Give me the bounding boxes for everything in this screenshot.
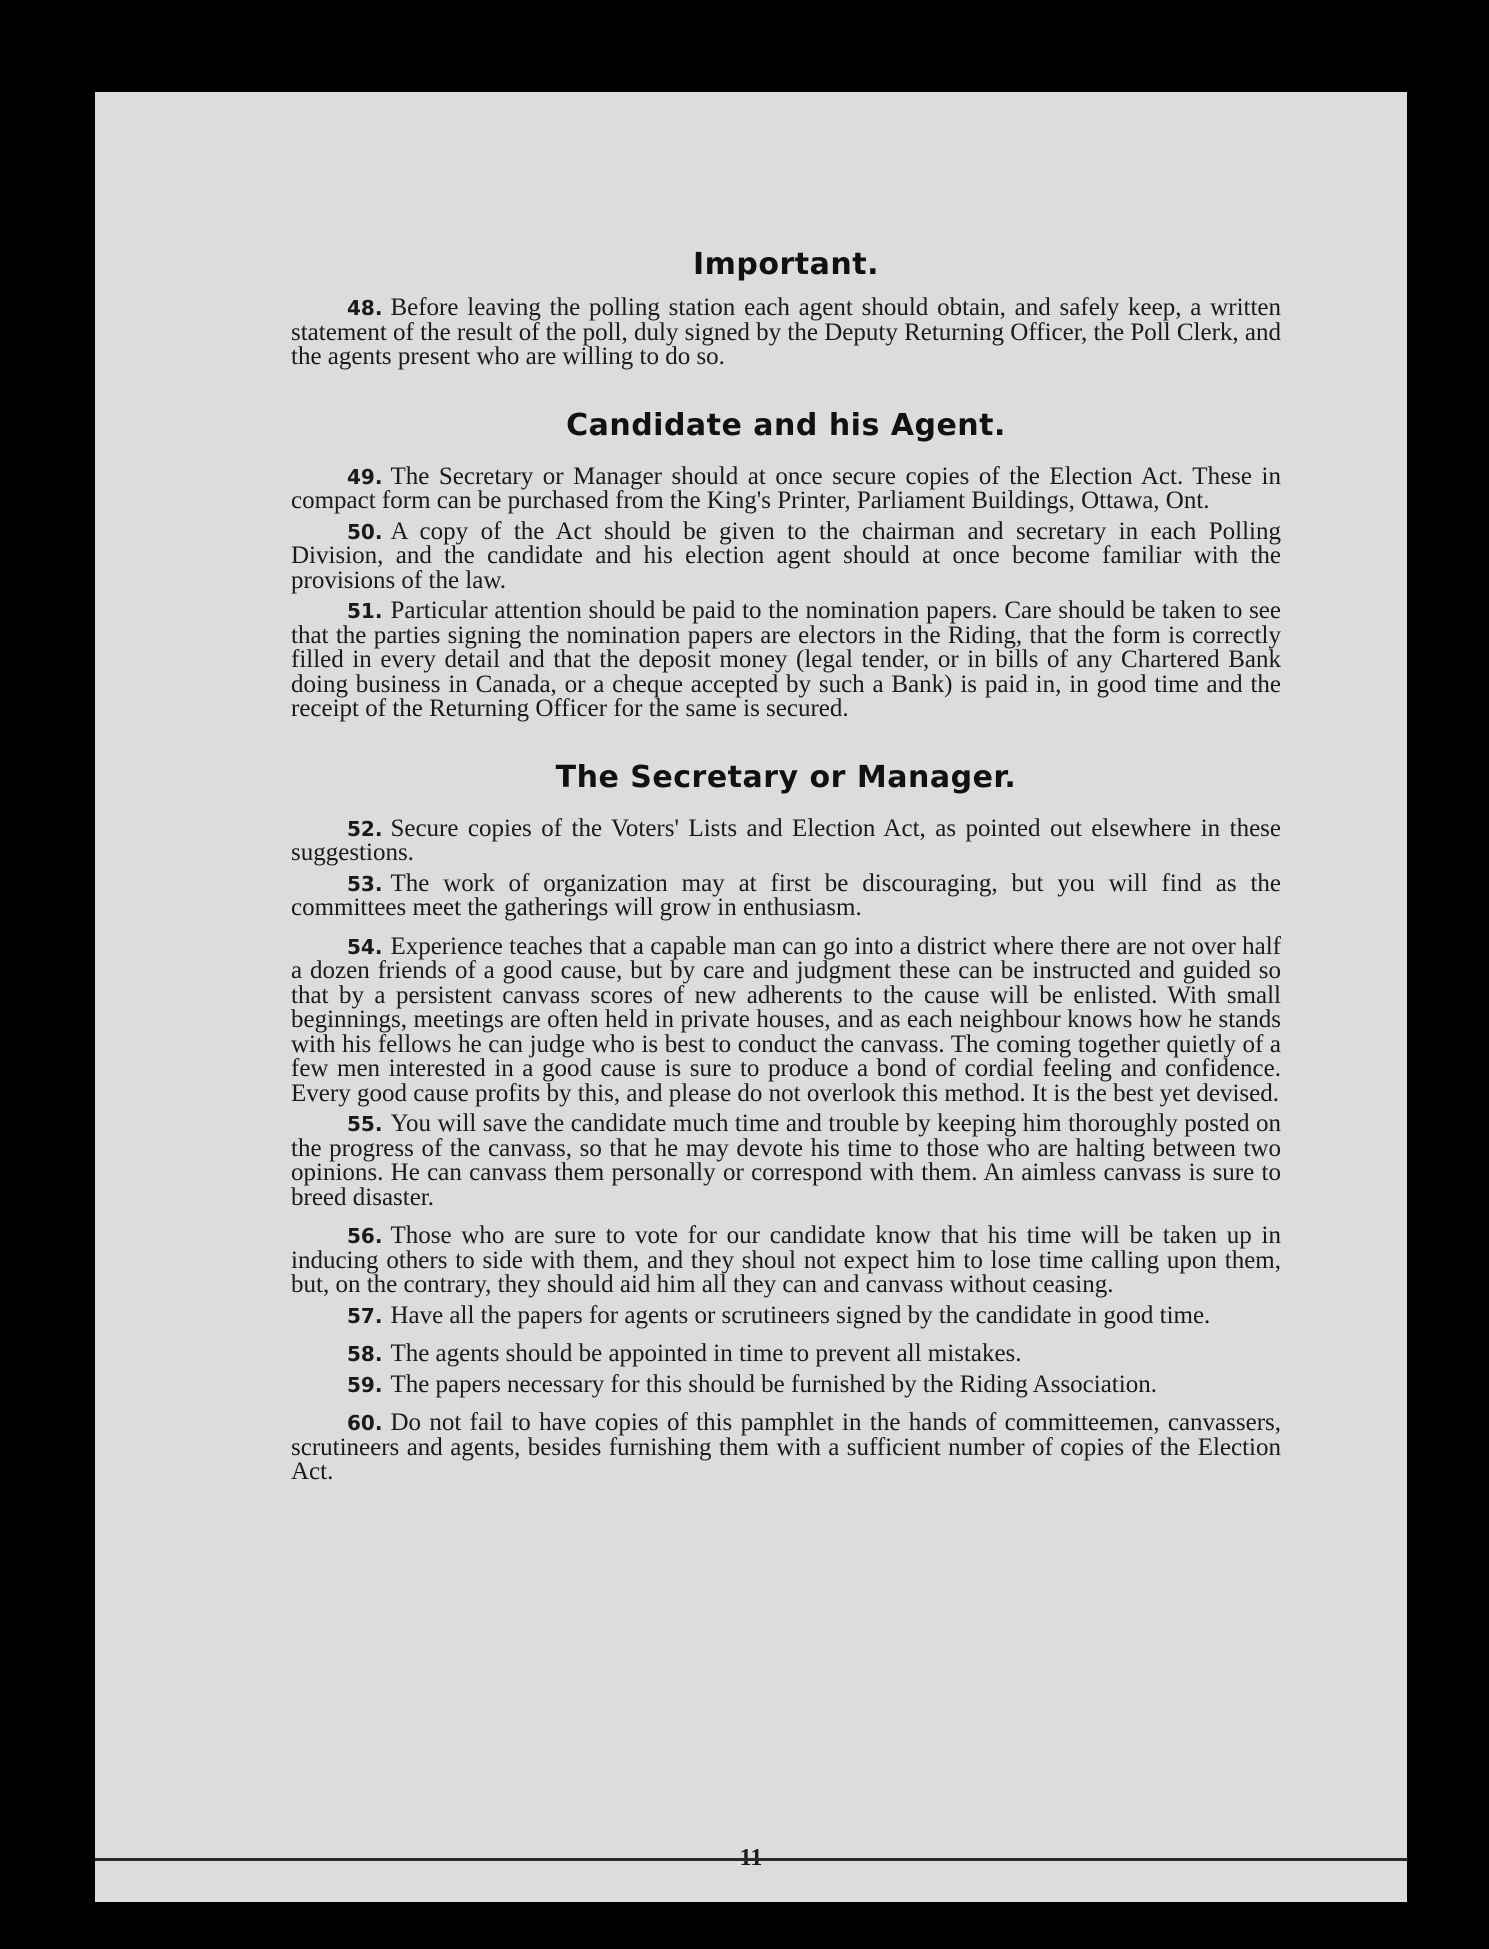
- paragraph-number: 52.: [347, 816, 383, 841]
- paragraph-58: [291, 1342, 1281, 1367]
- page-bottom-edge: [95, 1858, 1407, 1861]
- paragraph-text: The agents should be appointed in time to prevent all mistakes.: [390, 1340, 1022, 1367]
- heading-candidate-and-agent: Candidate and his Agent.: [566, 407, 1006, 443]
- paragraph-text: Experience teaches that a capable man can go into a district where there are not over half a dozen friends of a good cause, but by care and judgment these can be instructed and guided so that by a persistent canvass scores of new adherents to the cause will be enlisted. With small beginnings, meetings are often held in private houses, and as each neighbour knows how he stands with his fellows he can judge who is best to conduct the canvass. The coming together quietly of a few men interested in a good cause is sure to produce a bond of cordial feeling and confidence. Every good cause profits by this, and please do not overlook this method. It is the best yet devised.: [291, 932, 1281, 1107]
- paragraph-text: The Secretary or Manager should at once secure copies of the Election Act. These in compact form can be purchased from the King's Printer, Parliament Buildings, Ottawa, Ont.: [291, 462, 1281, 514]
- paragraph-60: [291, 1411, 1281, 1485]
- paragraph-number: 53.: [347, 871, 383, 896]
- paragraph-number: 48.: [347, 296, 383, 320]
- heading-secretary-or-manager: The Secretary or Manager.: [555, 759, 1017, 795]
- paragraph-text: Do not fail to have copies of this pamphlet in the hands of committeemen, canvassers, scrutineers and agents, besides furnishing them with a sufficient number of copies of the Election Act.: [291, 1409, 1281, 1485]
- paragraph-text: The papers necessary for this should be furnished by the Riding Association.: [390, 1370, 1157, 1398]
- paragraph-number: 56.: [347, 1224, 383, 1248]
- paragraph-text: The work of organization may at first be discouraging, but you will find as the committees meet the gatherings will grow in enthusiasm.: [291, 869, 1281, 921]
- paragraph-59: [291, 1370, 1281, 1398]
- paragraph-number: 59.: [347, 1372, 383, 1397]
- paragraph-number: 60.: [347, 1411, 383, 1435]
- paragraph-54: [291, 932, 1281, 1107]
- page-content: [291, 152, 1281, 1485]
- paragraph-text: Particular attention should be paid to the nomination papers. Care should be taken to see that the parties signing the nomination papers are electors in the Riding, that the form is correctly filled in every detail and that the deposit money (legal tender, or in bills of any Chartered Bank doing business in Canada, or a cheque accepted by such a Bank) is paid in, in good time and the receipt of the Returning Officer for the same is secured.: [291, 597, 1281, 722]
- heading-important: Important.: [693, 247, 879, 282]
- paragraph-number: 58.: [347, 1342, 383, 1366]
- paragraph-text: Secure copies of the Voters' Lists and Election Act, as pointed out elsewhere in these suggestions.: [291, 814, 1281, 866]
- paragraph-52: [291, 814, 1281, 866]
- paragraph-text: Before leaving the polling station each agent should obtain, and safely keep, a written statement of the result of the poll, duly signed by the Deputy Returning Officer, the Poll Clerk, and the agents present who are willing to do so.: [291, 294, 1282, 370]
- paragraph-56: [291, 1224, 1281, 1298]
- paragraph-number: 49.: [347, 464, 383, 489]
- paragraph-number: 50.: [347, 519, 383, 544]
- paragraph-49: [291, 462, 1281, 514]
- paragraph-50: [291, 517, 1281, 594]
- paragraph-text: A copy of the Act should be given to the chairman and secretary in each Polling Division, and the candidate and his election agent should at once become familiar with the provisions of the law.: [291, 517, 1281, 594]
- paragraph-text: Have all the papers for agents or scrutineers signed by the candidate in good time.: [390, 1301, 1211, 1329]
- paragraph-51: [291, 599, 1281, 722]
- document-page: [95, 92, 1407, 1902]
- paragraph-53: [291, 869, 1281, 921]
- paragraph-number: 51.: [347, 599, 383, 623]
- paragraph-text: You will save the candidate much time and trouble by keeping him thoroughly posted on the progress of the canvass, so that he may devote his time to those who are halting between two opinions. He can canvass them personally or correspond with them. An aimless canvass is sure to breed disaster.: [291, 1110, 1281, 1211]
- paragraph-57: [291, 1301, 1281, 1329]
- paragraph-number: 57.: [347, 1303, 383, 1328]
- paragraph-48: [291, 296, 1281, 370]
- paragraph-text: Those who are sure to vote for our candidate know that his time will be taken up in inducing others to side with them, and they shoul not expect him to lose time calling upon them, but, on the contrary, they should aid him all they can and canvass without ceasing.: [291, 1222, 1281, 1298]
- paragraph-number: 55.: [347, 1112, 383, 1136]
- paragraph-55: [291, 1112, 1281, 1210]
- paragraph-number: 54.: [347, 934, 383, 959]
